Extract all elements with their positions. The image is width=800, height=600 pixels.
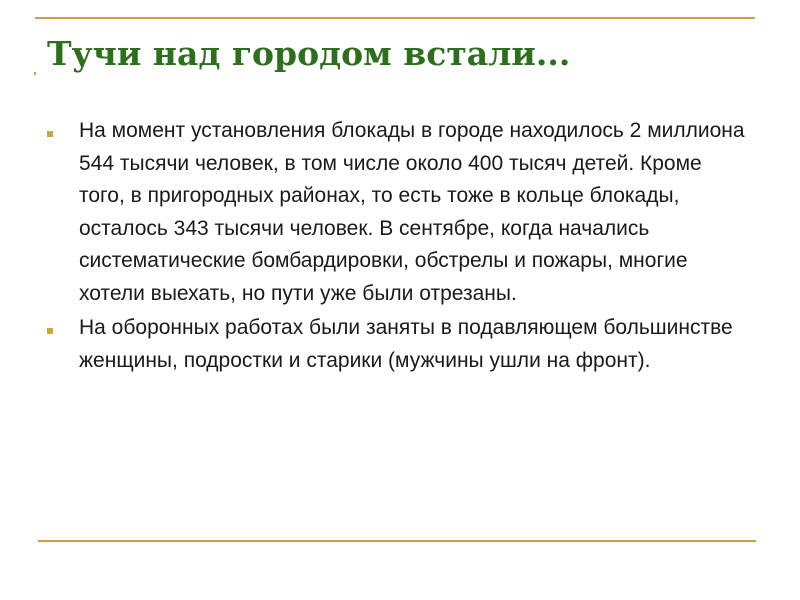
bullet-list xyxy=(47,115,747,377)
square-bullet-icon xyxy=(47,328,53,334)
bullet-text: На оборонных работах были заняты в подавляющем большинстве женщины, подростки и старики (мужчины ушли на фронт). xyxy=(79,316,733,372)
top-divider xyxy=(35,17,755,19)
square-bullet-icon xyxy=(47,131,53,137)
slide-title: Тучи над городом встали... xyxy=(47,34,571,73)
bullet-item xyxy=(47,115,747,310)
bullet-item xyxy=(47,312,747,377)
bottom-divider xyxy=(38,540,756,542)
title-corner-mark xyxy=(34,72,36,75)
bullet-text: На момент установления блокады в городе находилось 2 миллиона 544 тысячи человек, в том числе около 400 тысяч детей. Кроме того, в пригородных районах, то есть тоже в кольце блокады, осталось 343 тысячи человек. В сентябре, когда начались систематические бомбардировки, обстрелы и пожары, многие хотели выехать, но пути уже были отрезаны. xyxy=(79,119,745,305)
